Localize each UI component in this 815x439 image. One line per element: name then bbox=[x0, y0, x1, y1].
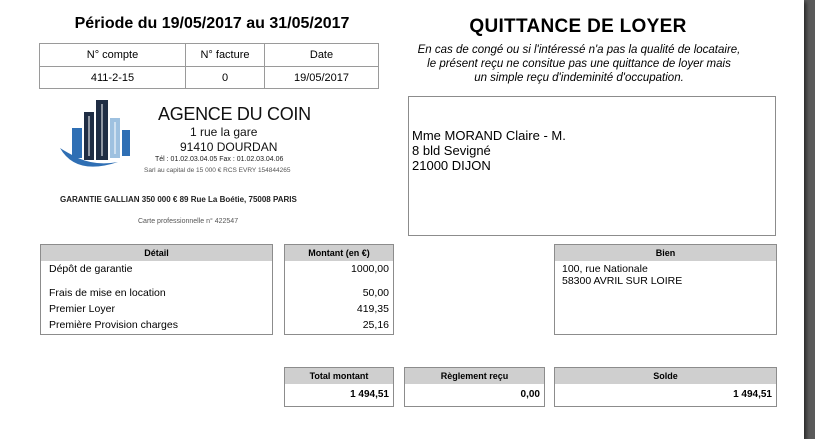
detail-header: Détail bbox=[41, 245, 272, 261]
total-box bbox=[284, 367, 394, 407]
property-city: 58300 AVRIL SUR LOIRE bbox=[562, 275, 683, 287]
recipient-name: Mme MORAND Claire - M. bbox=[412, 128, 566, 143]
recipient-address bbox=[412, 128, 566, 173]
balance-value: 1 494,51 bbox=[733, 389, 772, 400]
agency-city: 91410 DOURDAN bbox=[180, 140, 278, 154]
amount-header: Montant (en €) bbox=[285, 245, 393, 261]
agency-guarantee: GARANTIE GALLIAN 350 000 € 89 Rue La Boétie, 75008 PARIS bbox=[60, 195, 297, 204]
detail-item: Frais de mise en location bbox=[49, 287, 166, 299]
amount-value: 50,00 bbox=[362, 287, 389, 299]
payment-header: Règlement reçu bbox=[405, 368, 544, 384]
detail-box bbox=[40, 244, 273, 335]
balance-header: Solde bbox=[555, 368, 776, 384]
total-header: Total montant bbox=[285, 368, 393, 384]
date-value: 19/05/2017 bbox=[265, 67, 379, 89]
notice-line: le présent reçu ne consitue pas une quittance de loyer mais bbox=[427, 58, 731, 70]
amount-value: 25,16 bbox=[362, 319, 389, 331]
date-header: Date bbox=[265, 44, 379, 67]
detail-item: Dépôt de garantie bbox=[49, 263, 133, 275]
notice-line: En cas de congé ou si l'intéressé n'a pas la qualité de locataire, bbox=[417, 44, 741, 56]
payment-box bbox=[404, 367, 545, 407]
total-value: 1 494,51 bbox=[350, 389, 389, 400]
payment-value: 0,00 bbox=[520, 389, 540, 400]
recipient-city: 21000 DIJON bbox=[412, 158, 491, 173]
property-street: 100, rue Nationale bbox=[562, 263, 648, 275]
invoice-header: N° facture bbox=[186, 44, 265, 67]
agency-name: AGENCE DU COIN bbox=[158, 104, 311, 124]
amount-value: 419,35 bbox=[356, 303, 389, 315]
detail-item: Premier Loyer bbox=[49, 303, 115, 315]
account-header: N° compte bbox=[40, 44, 186, 67]
notice-line: un simple reçu d'indeminité d'occupation. bbox=[474, 72, 684, 84]
amount-box bbox=[284, 244, 394, 335]
receipt-title: QUITTANCE DE LOYER bbox=[469, 16, 687, 37]
property-header: Bien bbox=[555, 245, 776, 261]
balance-box bbox=[554, 367, 777, 407]
amount-value: 1000,00 bbox=[351, 263, 389, 275]
property-box bbox=[554, 244, 777, 335]
invoice-value: 0 bbox=[186, 67, 265, 89]
notice-text bbox=[404, 43, 754, 85]
account-value: 411-2-15 bbox=[40, 67, 186, 89]
agency-phones: Tél : 01.02.03.04.05 Fax : 01.02.03.04.06 bbox=[155, 156, 284, 163]
reference-table bbox=[39, 43, 379, 89]
agency-street: 1 rue la gare bbox=[190, 125, 258, 139]
recipient-street: 8 bld Sevigné bbox=[412, 143, 491, 158]
building-skyline-logo-icon bbox=[56, 96, 138, 174]
detail-item: Première Provision charges bbox=[49, 319, 178, 331]
agency-legal: Sarl au capital de 15 000 € RCS EVRY 154844265 bbox=[144, 167, 291, 174]
period-title: Période du 19/05/2017 au 31/05/2017 bbox=[74, 15, 350, 32]
agency-card: Carte professionnelle n° 422547 bbox=[138, 218, 239, 225]
